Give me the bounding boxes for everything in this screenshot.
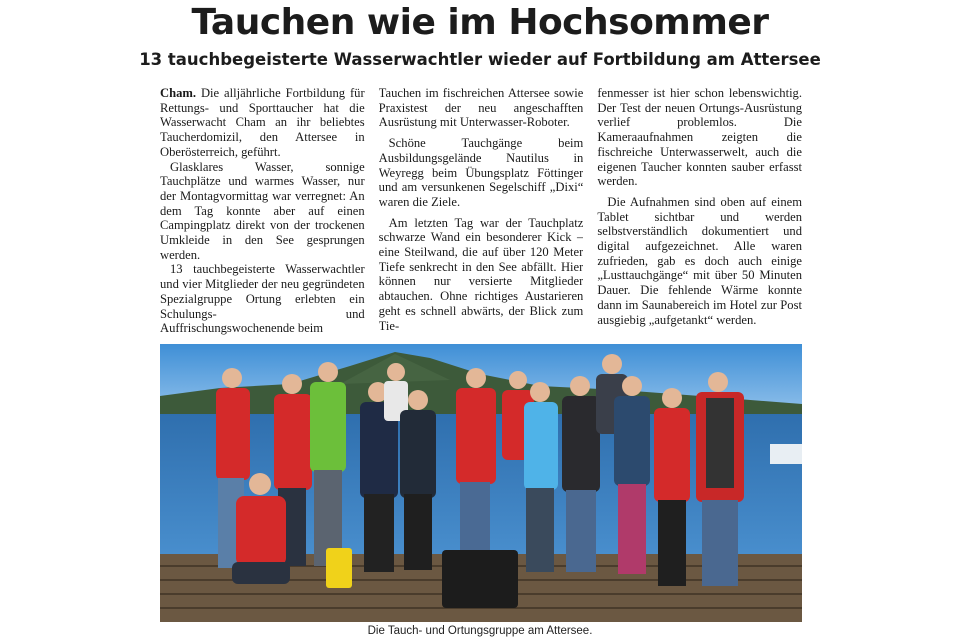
- article-column-3: [597, 86, 802, 342]
- group-photo: [160, 344, 802, 622]
- dateline: Cham.: [160, 86, 197, 100]
- paragraph: 13 tauchbegeisterte Wasserwachtler und vier Mitglieder der neu gegründeten Spezialgruppe Ortung erlebten ein Schulungs- und Auffrischungswochenende beim: [160, 262, 365, 336]
- paragraph: Glasklares Wasser, sonnige Tauchplätze und warmes Wasser, nur der Montagvormittag war verregnet: An dem Tag konnte aber auf einen Campingplatz direkt von der trockenen Umkleide in den See gesprungen werden.: [160, 159, 365, 262]
- article-column-1: [160, 86, 365, 342]
- equipment-case: [442, 550, 518, 608]
- photo-caption: Die Tauch- und Ortungsgruppe am Attersee.: [367, 625, 593, 637]
- paragraph: Am letzten Tag war der Tauchplatz schwarze Wand ein besonderer Kick – eine Steilwand, die auf über 120 Meter Tiefe senkrecht in den See abfällt. Hier können nur versierte Mitglieder abtauchen. Ohne richtiges Austarieren geht es schnell abwärts, der Blick zum Tie-: [378, 215, 584, 333]
- article-column-2: [379, 86, 584, 342]
- paragraph: Tauchen im fischreichen Attersee sowie Praxistest der neu angeschafften Ausrüstung mit Unterwasser-Roboter.: [378, 86, 584, 130]
- headline: Tauchen wie im Hochsommer: [191, 2, 769, 43]
- paragraph-text: Die alljährliche Fortbildung für Rettungs- und Sporttaucher hat die Wasserwacht Cham an ihr beliebtes Taucherdomizil, den Attersee in Oberösterreich, geführt.: [160, 86, 365, 159]
- subheadline: 13 tauchbegeisterte Wasserwachtler wieder auf Fortbildung am Attersee: [139, 50, 821, 69]
- paragraph: fenmesser ist hier schon lebenswichtig. Der Test der neuen Ortungs-Ausrüstung verlief problemlos. Die Kameraaufnahmen zeigten die fischreiche Unterwasserwelt, auch die eigenen Taucher konnten sauber erfasst werden.: [597, 86, 803, 189]
- paragraph: Die Aufnahmen sind oben auf einem Tablet sichtbar und werden selbstverständlich dokumentiert und digital aufgezeichnet. Alle waren zufrieden, gab es doch auch einige „Lusttauchgänge“ mit über 50 Minuten Dauer. Die fehlende Wärme konnte dann im Saunabereich im Hotel zur Post ausgiebig „aufgetankt“ werden.: [597, 194, 803, 327]
- article-body: [160, 86, 802, 342]
- paragraph: Schöne Tauchgänge beim Ausbildungsgelände Nautilus in Weyregg beim Übungsplatz Föttinger und am versunkenen Segelschiff „Dixi“ waren die Ziele.: [378, 136, 584, 209]
- paragraph: [160, 86, 365, 160]
